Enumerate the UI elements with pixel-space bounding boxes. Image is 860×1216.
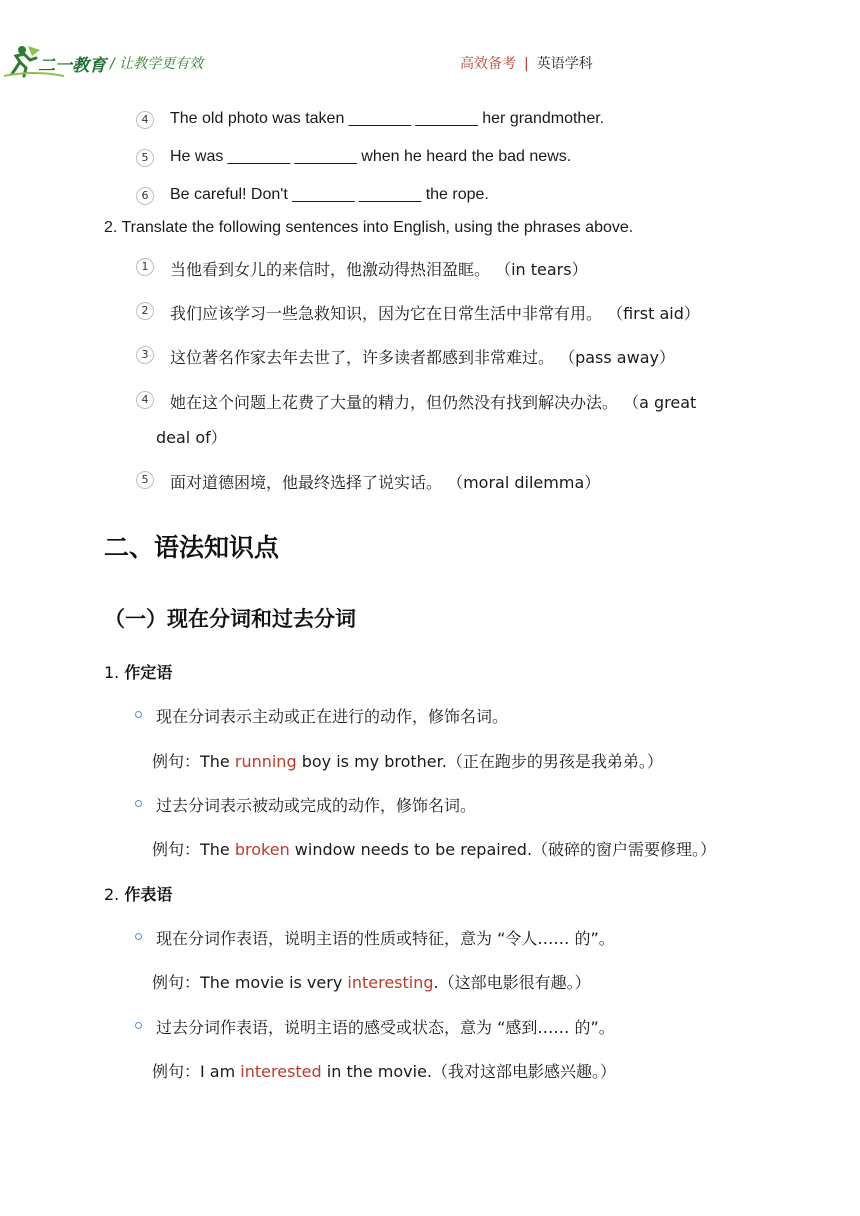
example-suffix: window needs to be repaired.（破碎的窗户需要修理。） <box>289 840 717 859</box>
exam-label: 高效备考 <box>460 56 516 72</box>
header-subject-info <box>460 53 593 73</box>
item-text: The old photo was taken _______ _______ her grandmother. <box>170 110 605 127</box>
item-text: 这位著名作家去年去世了，许多读者都感到非常难过。 （pass away） <box>170 348 675 367</box>
bullet-icon <box>135 800 142 807</box>
item-text: He was _______ _______ when he heard the bad news. <box>170 148 572 165</box>
point-heading <box>104 660 172 683</box>
highlight-word: broken <box>234 840 290 859</box>
item-number: 1 <box>136 258 154 276</box>
subject-label: 英语学科 <box>536 56 593 72</box>
example-suffix: .（这部电影很有趣。） <box>433 973 591 992</box>
subsection-title: （一）现在分词和过去分词 <box>104 607 356 631</box>
example-prefix: 例句：The <box>152 840 235 859</box>
example-sentence <box>152 970 591 993</box>
item-number: 5 <box>136 149 154 167</box>
point-description: 现在分词表示主动或正在进行的动作，修饰名词。 <box>156 707 509 726</box>
highlight-word: interested <box>240 1062 322 1081</box>
example-prefix: 例句：The <box>152 752 235 771</box>
item-text-continued: deal of） <box>156 428 227 447</box>
item-text: 她在这个问题上花费了大量的精力，但仍然没有找到解决办法。 （a great <box>170 393 697 412</box>
point-title: 作表语 <box>124 885 173 904</box>
example-prefix: 例句：The movie is very <box>152 973 348 992</box>
point-description: 过去分词表示被动或完成的动作，修饰名词。 <box>156 796 477 815</box>
item-number: 2 <box>136 302 154 320</box>
grammar-title: 二、语法知识点 <box>104 533 280 562</box>
item-text: 面对道德困境，他最终选择了说实话。 （moral dilemma） <box>170 473 601 492</box>
example-sentence <box>152 837 716 860</box>
item-number: 6 <box>136 187 154 205</box>
highlight-word: interesting <box>347 973 434 992</box>
item-number: 3 <box>136 346 154 364</box>
item-text: Be careful! Don't _______ _______ the rope. <box>170 186 489 203</box>
highlight-word: running <box>234 752 297 771</box>
item-number: 4 <box>136 111 154 129</box>
point-heading <box>104 882 172 905</box>
example-sentence <box>152 1059 616 1082</box>
page-header <box>0 0 860 90</box>
item-number: 5 <box>136 471 154 489</box>
point-description: 过去分词作表语，说明主语的感受或状态，意为 “感到…… 的”。 <box>156 1018 615 1037</box>
section-heading: 2. Translate the following sentences into English, using the phrases above. <box>104 219 634 236</box>
point-title: 作定语 <box>124 663 173 682</box>
bullet-icon <box>135 711 142 718</box>
example-sentence <box>152 749 663 772</box>
example-prefix: 例句：I am <box>152 1062 241 1081</box>
point-number: 1. <box>104 663 120 682</box>
slogan: / 让教学更有效 <box>110 56 204 72</box>
point-description: 现在分词作表语，说明主语的性质或特征，意为 “令人…… 的”。 <box>156 929 615 948</box>
example-suffix: boy is my brother.（正在跑步的男孩是我弟弟。） <box>296 752 663 771</box>
item-text: 当他看到女儿的来信时，他激动得热泪盈眶。 （in tears） <box>170 260 588 279</box>
logo-text: 二一教育 <box>38 56 106 76</box>
bullet-icon <box>135 1022 142 1029</box>
header-separator: | <box>524 56 529 72</box>
bullet-icon <box>135 933 142 940</box>
item-text: 我们应该学习一些急救知识，因为它在日常生活中非常有用。 （first aid） <box>170 304 700 323</box>
point-number: 2. <box>104 885 120 904</box>
item-number: 4 <box>136 391 154 409</box>
example-suffix: in the movie.（我对这部电影感兴趣。） <box>321 1062 617 1081</box>
